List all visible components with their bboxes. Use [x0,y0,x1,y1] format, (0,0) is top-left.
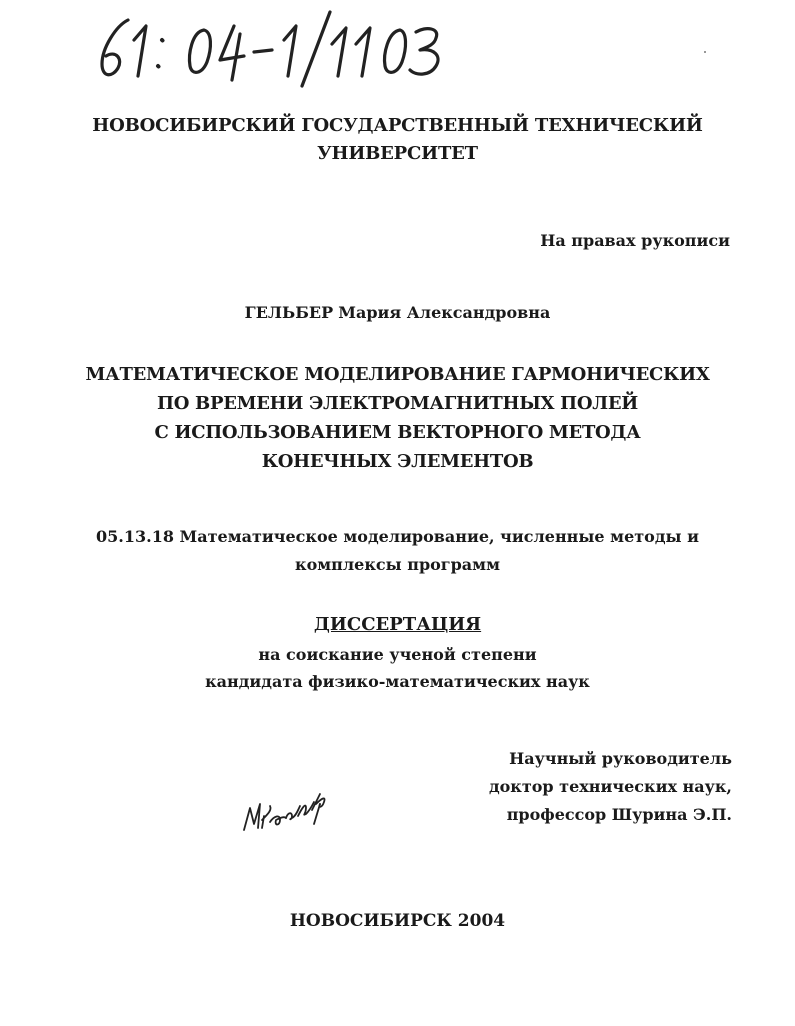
thesis-title-line-2: ПО ВРЕМЕНИ ЭЛЕКТРОМАГНИТНЫХ ПОЛЕЙ [157,393,638,414]
rights-note: На правах рукописи [540,231,730,250]
city-and-year: НОВОСИБИРСК 2004 [289,911,506,931]
supervisor-name: профессор Шурина Э.П. [506,805,732,824]
paper-speck [704,51,706,53]
degree-line-1: на соискание ученой степени [258,645,537,664]
university-name [0,112,795,168]
thesis-title-line-4: КОНЕЧНЫХ ЭЛЕМЕНТОВ [261,451,534,472]
thesis-title-line-3: С ИСПОЛЬЗОВАНИЕМ ВЕКТОРНОГО МЕТОДА [154,422,641,443]
handwritten-archive-code [94,4,474,90]
author-signature [240,780,330,838]
thesis-title [0,360,795,476]
author-name [0,302,795,324]
author-surname: ГЕЛЬБЕР [244,303,334,322]
specialty-code [0,523,795,579]
author-given-names: Мария Александровна [338,303,551,322]
supervisor-degree: доктор технических наук, [488,777,732,796]
university-line-1: НОВОСИБИРСКИЙ ГОСУДАРСТВЕННЫЙ ТЕХНИЧЕСКИЙ [92,115,703,136]
university-line-2: УНИВЕРСИТЕТ [317,143,478,164]
thesis-title-line-1: МАТЕМАТИЧЕСКОЕ МОДЕЛИРОВАНИЕ ГАРМОНИЧЕСКИХ [85,364,710,385]
handwritten-code-drawing [94,4,474,90]
degree-line-2: кандидата физико-математических наук [205,672,590,691]
degree-sought [0,641,795,695]
scientific-supervisor [420,745,732,829]
signature-drawing [240,780,330,838]
specialty-line-2: комплексы программ [295,555,500,574]
document-type: ДИССЕРТАЦИЯ [313,614,482,635]
supervisor-role: Научный руководитель [509,749,732,768]
specialty-line-1: 05.13.18 Математическое моделирование, численные методы и [96,527,699,546]
